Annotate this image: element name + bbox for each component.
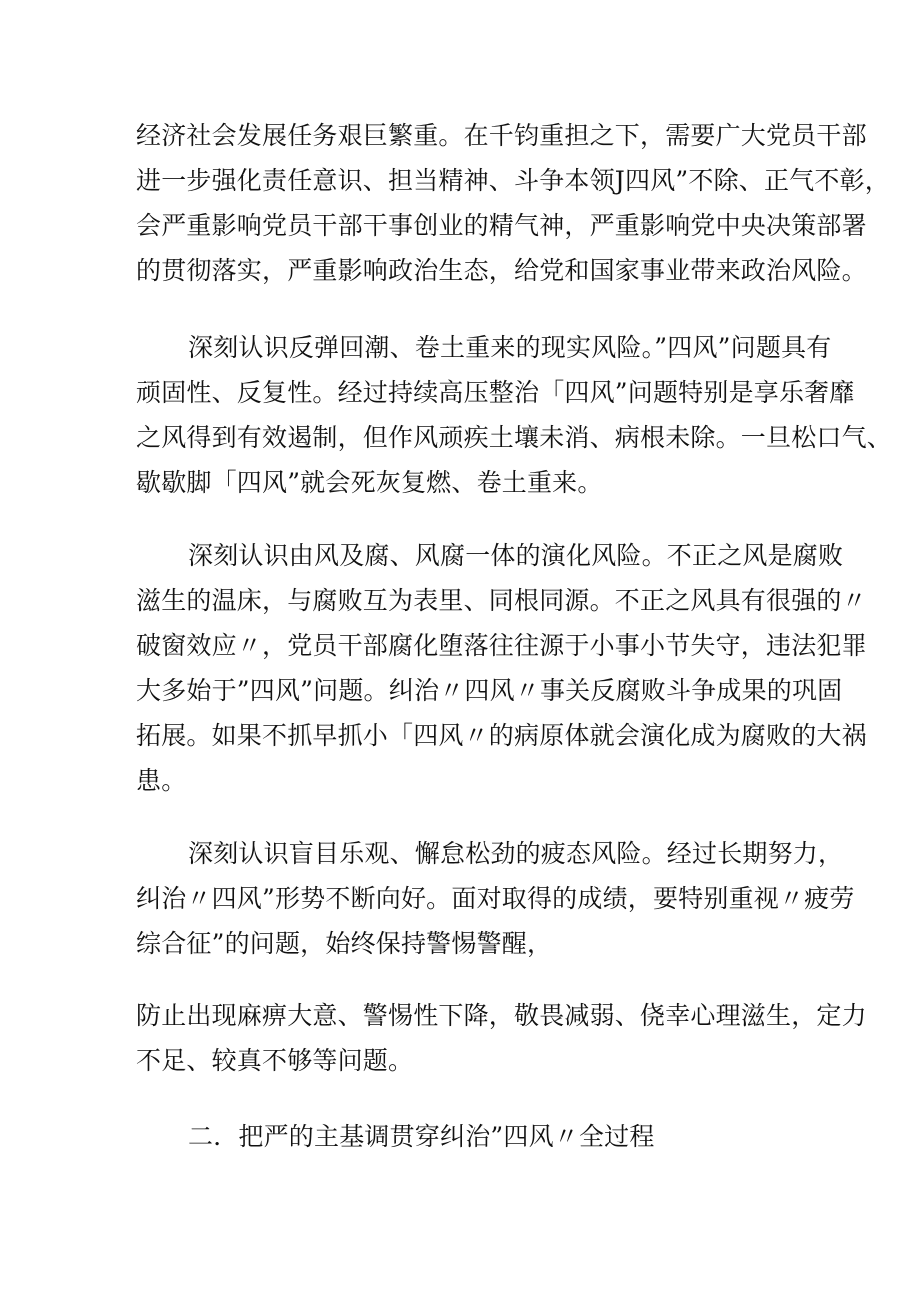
paragraph-5	[136, 993, 867, 1083]
section-heading	[136, 1114, 796, 1159]
text-line: 的贯彻落实，严重影响政治生态，给党和国家事业带来政治风险。	[136, 256, 867, 285]
text-line: 防止出现麻痹大意、警惕性下降，敬畏减弱、侥幸心理滋生，定力	[136, 1001, 867, 1030]
text-line: 之风得到有效遏制，但作风顽疾土壤未消、病根未除。一旦松口气、	[136, 423, 893, 452]
text-line: 综合征”的问题，始终保持警惕警醒，	[136, 929, 553, 958]
text-line: 大多始于”四风”问题。纠治〃四风〃事关反腐败斗争成果的巩固	[136, 676, 843, 705]
text-line: 顽固性、反复性。经过持续高压整治「四风”问题特别是享乐奢靡	[136, 378, 855, 407]
text-line: 患。	[136, 766, 187, 795]
text-line: 滋生的温床，与腐败互为表里、同根同源。不正之风具有很强的〃	[136, 586, 867, 615]
paragraph-4	[136, 831, 855, 966]
text-line: 拓展。如果不抓早抓小「四风〃的病原体就会演化成为腐败的大祸	[136, 721, 867, 750]
text-line: 破窗效应〃，党员干部腐化堕落往往源于小事小节失守，违法犯罪	[136, 631, 867, 660]
text-line: 深刻认识由风及腐、风腐一体的演化风险。不正之风是腐败	[188, 541, 844, 570]
text-line: 纠治〃四风”形势不断向好。面对取得的成绩，要特别重视〃疲劳	[136, 884, 855, 913]
text-line: 进一步强化责任意识、担当精神、斗争本领J四风”不除、正气不彰，	[136, 166, 891, 195]
paragraph-1	[136, 113, 891, 293]
text-line: 经济社会发展任务艰巨繁重。在千钧重担之下，需要广大党员干部	[136, 121, 867, 150]
heading-text: 二．把严的主基调贯穿纠治”四风〃全过程	[188, 1122, 655, 1151]
paragraph-3	[136, 533, 867, 803]
text-line: 深刻认识反弹回潮、卷土重来的现实风险。”四风”问题具有	[188, 333, 832, 362]
paragraph-2	[136, 325, 893, 505]
text-line: 深刻认识盲目乐观、懈怠松劲的疲态风险。经过长期努力，	[188, 839, 844, 868]
text-line: 会严重影响党员干部干事创业的精气神，严重影响党中央决策部署	[136, 211, 867, 240]
text-line: 歇歇脚「四风”就会死灰复燃、卷土重来。	[136, 468, 603, 497]
text-line: 不足、较真不够等问题。	[136, 1046, 414, 1075]
